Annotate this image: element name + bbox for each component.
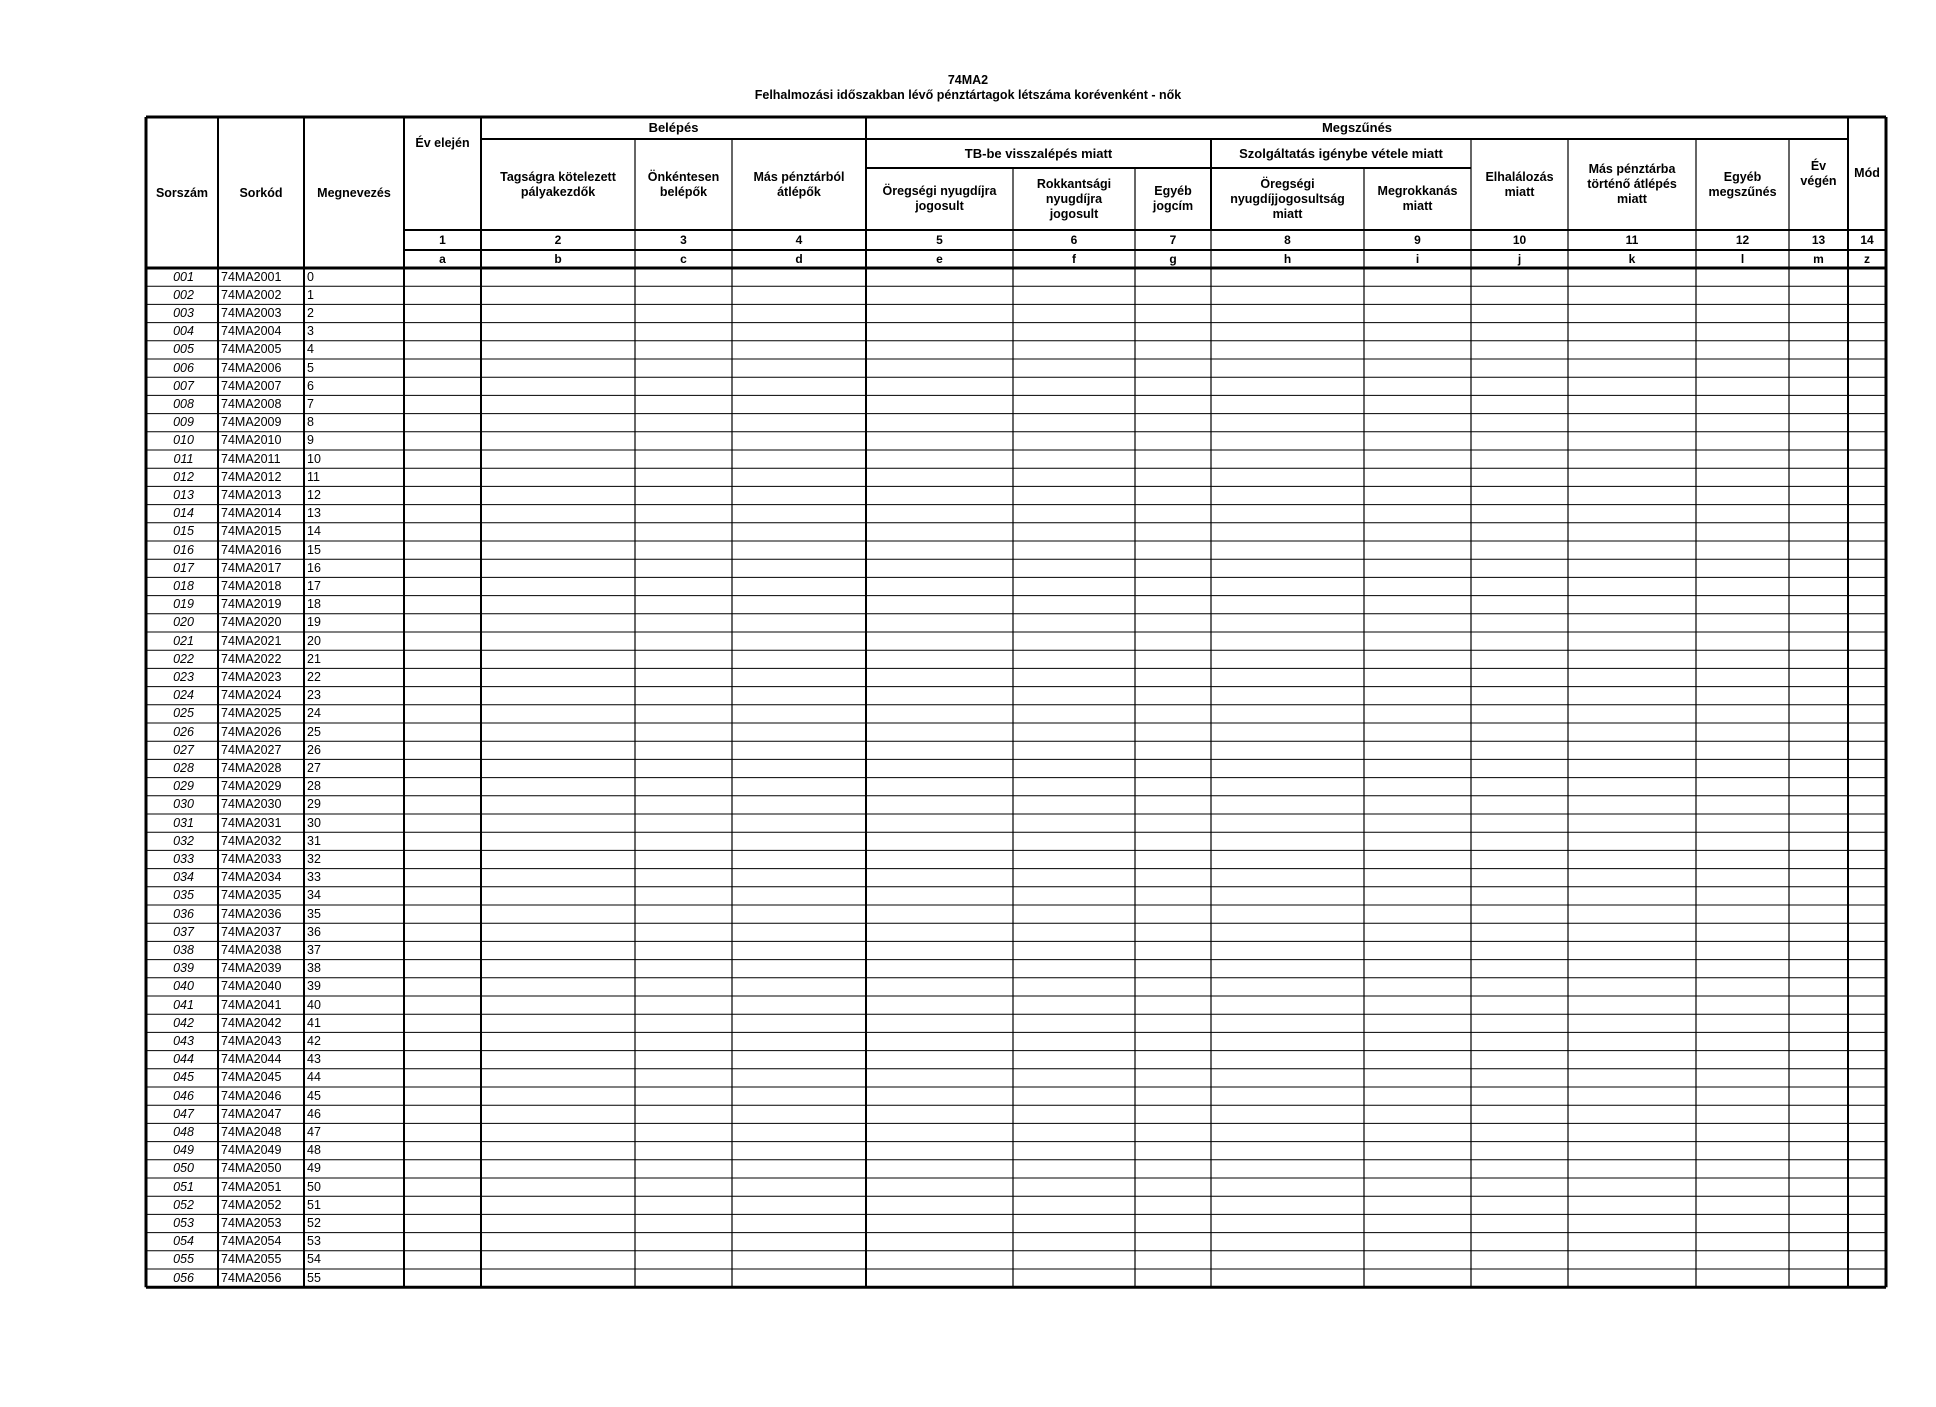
row-megnevezes: 53	[307, 1234, 321, 1249]
row-sorszam: 032	[173, 833, 194, 848]
col-code-l: l	[1740, 251, 1745, 266]
row-megnevezes: 21	[307, 651, 321, 666]
row-megnevezes: 35	[307, 906, 321, 921]
header-col-13: Év végén	[1800, 158, 1837, 188]
row-sorkod: 74MA2045	[221, 1070, 282, 1085]
row-sorkod: 74MA2051	[221, 1179, 282, 1194]
row-sorszam: 034	[173, 870, 194, 885]
row-sorszam: 018	[173, 578, 194, 593]
header-sorkod: Sorkód	[239, 186, 283, 200]
row-sorkod: 74MA2050	[221, 1161, 282, 1176]
row-sorszam: 041	[173, 997, 194, 1012]
row-sorkod: 74MA2054	[221, 1234, 282, 1249]
row-megnevezes: 33	[307, 870, 321, 885]
row-megnevezes: 28	[307, 779, 321, 794]
row-megnevezes: 36	[307, 924, 321, 939]
col-number-5: 5	[936, 232, 943, 247]
row-sorkod: 74MA2037	[221, 924, 282, 939]
row-megnevezes: 43	[307, 1052, 321, 1067]
col-number-8: 8	[1284, 232, 1291, 247]
row-sorszam: 006	[173, 360, 194, 375]
row-sorszam: 025	[173, 706, 194, 721]
row-megnevezes: 30	[307, 815, 321, 830]
row-sorszam: 002	[173, 287, 194, 302]
row-sorszam: 052	[173, 1197, 194, 1212]
row-sorkod: 74MA2027	[221, 742, 282, 757]
row-megnevezes: 10	[307, 451, 321, 466]
header-col-2: Tagságra kötelezett pályakezdők	[500, 169, 616, 199]
row-megnevezes: 29	[307, 797, 321, 812]
header-ev-elejen: Év elején	[415, 136, 470, 150]
row-sorkod: 74MA2017	[221, 560, 282, 575]
row-sorszam: 017	[173, 560, 194, 575]
row-sorkod: 74MA2003	[221, 305, 282, 320]
header-col-4: Más pénztárból átlépők	[753, 169, 845, 199]
row-sorszam: 011	[173, 451, 194, 466]
row-sorszam: 020	[173, 615, 194, 630]
row-sorszam: 043	[173, 1033, 194, 1048]
row-megnevezes: 19	[307, 615, 321, 630]
form-subtitle: Felhalmozási időszakban lévő pénztártagok létszáma korévenként - nők	[754, 88, 1182, 102]
row-megnevezes: 34	[307, 888, 321, 903]
row-megnevezes: 55	[307, 1270, 321, 1285]
row-sorkod: 74MA2020	[221, 615, 282, 630]
row-sorszam: 003	[173, 305, 194, 320]
header-belepes: Belépés	[648, 120, 699, 136]
header-col-5: Öregségi nyugdíjra jogosult	[882, 184, 997, 213]
row-megnevezes: 24	[307, 706, 321, 721]
row-sorkod: 74MA2030	[221, 797, 282, 812]
row-sorszam: 035	[173, 888, 194, 903]
row-sorszam: 051	[173, 1179, 194, 1194]
row-sorkod: 74MA2036	[221, 906, 282, 921]
col-number-13: 13	[1811, 232, 1826, 247]
row-sorszam: 014	[173, 506, 194, 521]
row-sorszam: 050	[173, 1161, 194, 1176]
row-sorszam: 045	[173, 1070, 194, 1085]
row-megnevezes: 4	[307, 342, 314, 357]
row-sorkod: 74MA2001	[221, 269, 282, 284]
row-sorszam: 019	[173, 597, 194, 612]
row-sorkod: 74MA2014	[221, 506, 282, 521]
row-sorszam: 054	[173, 1234, 194, 1249]
col-number-6: 6	[1070, 232, 1078, 247]
row-sorszam: 031	[173, 815, 194, 830]
row-sorszam: 016	[173, 542, 194, 557]
header-col-11: Más pénztárba történő átlépés miatt	[1587, 162, 1677, 206]
row-sorkod: 74MA2043	[221, 1033, 282, 1048]
row-megnevezes: 32	[307, 851, 321, 866]
col-number-2: 2	[554, 232, 562, 247]
row-sorkod: 74MA2047	[221, 1106, 282, 1121]
row-sorszam: 004	[173, 324, 194, 339]
header-szolgaltatas: Szolgáltatás igénybe vétele miatt	[1239, 145, 1443, 161]
row-megnevezes: 12	[307, 487, 321, 502]
col-number-3: 3	[680, 232, 687, 247]
row-sorszam: 027	[173, 742, 194, 757]
row-sorkod: 74MA2007	[221, 378, 282, 393]
row-megnevezes: 13	[307, 506, 321, 521]
row-sorkod: 74MA2019	[221, 597, 282, 612]
row-sorszam: 056	[173, 1270, 194, 1285]
col-code-e: e	[936, 251, 943, 266]
row-sorszam: 044	[173, 1052, 194, 1067]
row-sorkod: 74MA2042	[221, 1015, 282, 1030]
row-megnevezes: 7	[307, 396, 314, 411]
header-col-3: Önkéntesen belépők	[647, 169, 720, 199]
row-sorkod: 74MA2022	[221, 651, 282, 666]
row-megnevezes: 20	[307, 633, 321, 648]
row-megnevezes: 46	[307, 1106, 321, 1121]
row-sorszam: 015	[173, 524, 194, 539]
row-sorkod: 74MA2053	[221, 1215, 282, 1230]
row-sorkod: 74MA2034	[221, 870, 282, 885]
row-megnevezes: 2	[307, 305, 314, 320]
row-sorszam: 026	[173, 724, 194, 739]
row-sorszam: 029	[173, 779, 194, 794]
row-sorkod: 74MA2013	[221, 487, 282, 502]
row-sorszam: 038	[173, 942, 194, 957]
row-sorkod: 74MA2023	[221, 669, 282, 684]
row-megnevezes: 42	[307, 1033, 321, 1048]
row-megnevezes: 6	[307, 378, 314, 393]
col-number-7: 7	[1169, 232, 1177, 247]
row-sorszam: 013	[173, 487, 194, 502]
row-sorkod: 74MA2008	[221, 396, 282, 411]
header-col-8: Öregségi nyugdíjjogosultság miatt	[1230, 176, 1345, 221]
row-sorszam: 009	[173, 415, 194, 430]
col-number-10: 10	[1512, 232, 1527, 247]
row-sorszam: 028	[173, 760, 194, 775]
row-megnevezes: 16	[307, 560, 321, 575]
row-sorkod: 74MA2039	[221, 961, 282, 976]
row-megnevezes: 23	[307, 688, 321, 703]
row-sorszam: 042	[173, 1015, 194, 1030]
row-sorkod: 74MA2035	[221, 888, 282, 903]
header-col-12: Egyéb megszűnés	[1708, 169, 1777, 199]
row-sorkod: 74MA2033	[221, 851, 282, 866]
row-sorszam: 030	[173, 797, 194, 812]
row-megnevezes: 37	[307, 942, 321, 957]
col-code-d: d	[795, 251, 803, 266]
col-code-j: j	[1517, 251, 1522, 266]
row-sorkod: 74MA2009	[221, 415, 282, 430]
row-megnevezes: 39	[307, 979, 321, 994]
row-sorkod: 74MA2002	[221, 287, 282, 302]
row-megnevezes: 52	[307, 1215, 321, 1230]
row-sorszam: 022	[173, 651, 194, 666]
row-megnevezes: 50	[307, 1179, 321, 1194]
col-code-b: b	[554, 251, 562, 266]
row-sorszam: 021	[173, 633, 194, 648]
row-megnevezes: 0	[307, 269, 314, 284]
row-sorszam: 040	[173, 979, 194, 994]
row-sorszam: 049	[173, 1143, 194, 1158]
row-sorkod: 74MA2025	[221, 706, 282, 721]
row-megnevezes: 9	[307, 433, 314, 448]
col-number-12: 12	[1735, 232, 1750, 247]
row-megnevezes: 11	[307, 469, 320, 484]
form-code: 74MA2	[947, 73, 989, 87]
row-megnevezes: 31	[307, 833, 321, 848]
row-sorkod: 74MA2044	[221, 1052, 282, 1067]
row-sorkod: 74MA2006	[221, 360, 282, 375]
row-megnevezes: 44	[307, 1070, 321, 1085]
col-number-1: 1	[439, 232, 446, 247]
header-megszunes: Megszűnés	[1321, 120, 1393, 136]
header-tb-vissza: TB-be visszalépés miatt	[964, 145, 1113, 161]
col-number-14: 14	[1860, 232, 1874, 247]
col-code-z: z	[1864, 251, 1870, 266]
row-sorszam: 007	[173, 378, 194, 393]
col-code-i: i	[1415, 251, 1420, 266]
row-megnevezes: 47	[307, 1124, 321, 1139]
row-megnevezes: 45	[307, 1088, 321, 1103]
row-megnevezes: 8	[307, 415, 314, 430]
row-megnevezes: 18	[307, 597, 321, 612]
col-code-m: m	[1813, 251, 1824, 266]
header-col-10: Elhalálozás miatt	[1485, 169, 1554, 199]
row-megnevezes: 25	[307, 724, 321, 739]
row-sorszam: 055	[173, 1252, 194, 1267]
row-megnevezes: 17	[307, 578, 321, 593]
row-sorkod: 74MA2041	[221, 997, 282, 1012]
row-sorkod: 74MA2026	[221, 724, 282, 739]
row-sorszam: 047	[173, 1106, 194, 1121]
row-sorkod: 74MA2028	[221, 760, 282, 775]
row-sorszam: 001	[173, 269, 194, 284]
row-sorkod: 74MA2004	[221, 324, 282, 339]
row-sorkod: 74MA2012	[221, 469, 282, 484]
row-megnevezes: 41	[307, 1015, 321, 1030]
row-sorkod: 74MA2056	[221, 1270, 282, 1285]
row-sorszam: 008	[173, 396, 194, 411]
col-code-f: f	[1072, 251, 1076, 266]
header-col-7: Egyéb jogcím	[1152, 184, 1194, 213]
row-megnevezes: 5	[307, 360, 314, 375]
row-sorkod: 74MA2024	[221, 688, 282, 703]
row-sorkod: 74MA2055	[221, 1252, 282, 1267]
row-sorkod: 74MA2016	[221, 542, 282, 557]
row-sorkod: 74MA2038	[221, 942, 282, 957]
row-megnevezes: 38	[307, 961, 321, 976]
row-megnevezes: 15	[307, 542, 321, 557]
row-megnevezes: 48	[307, 1143, 321, 1158]
col-number-9: 9	[1414, 232, 1421, 247]
col-number-11: 11	[1625, 232, 1639, 247]
row-megnevezes: 26	[307, 742, 321, 757]
row-megnevezes: 14	[307, 524, 321, 539]
row-megnevezes: 40	[307, 997, 321, 1012]
row-sorszam: 033	[173, 851, 194, 866]
col-code-c: c	[680, 251, 687, 266]
col-number-4: 4	[795, 232, 803, 247]
row-megnevezes: 54	[307, 1252, 321, 1267]
row-sorkod: 74MA2052	[221, 1197, 282, 1212]
row-sorszam: 023	[173, 669, 194, 684]
row-megnevezes: 3	[307, 324, 314, 339]
row-sorszam: 053	[173, 1215, 194, 1230]
header-col-6: Rokkantsági nyugdíjra jogosult	[1036, 176, 1112, 221]
row-sorszam: 039	[173, 961, 194, 976]
row-megnevezes: 49	[307, 1161, 321, 1176]
header-col-9: Megrokkanás miatt	[1377, 184, 1458, 213]
col-code-a: a	[439, 251, 446, 266]
row-sorkod: 74MA2040	[221, 979, 282, 994]
row-sorkod: 74MA2049	[221, 1143, 282, 1158]
row-sorkod: 74MA2015	[221, 524, 282, 539]
row-sorkod: 74MA2011	[221, 451, 281, 466]
header-sorszam: Sorszám	[155, 186, 209, 200]
row-megnevezes: 22	[307, 669, 321, 684]
row-sorszam: 024	[173, 688, 194, 703]
row-megnevezes: 51	[307, 1197, 321, 1212]
header-col-14: Mód	[1854, 166, 1880, 180]
row-megnevezes: 1	[307, 287, 314, 302]
row-sorszam: 037	[173, 924, 194, 939]
row-sorszam: 046	[173, 1088, 194, 1103]
header-megnevezes: Megnevezés	[317, 186, 391, 200]
row-sorszam: 005	[173, 342, 194, 357]
row-sorkod: 74MA2005	[221, 342, 282, 357]
col-code-h: h	[1283, 251, 1292, 266]
row-sorkod: 74MA2018	[221, 578, 282, 593]
row-sorszam: 048	[173, 1124, 194, 1139]
row-sorkod: 74MA2048	[221, 1124, 282, 1139]
row-sorszam: 010	[173, 433, 194, 448]
row-sorszam: 036	[173, 906, 194, 921]
row-sorkod: 74MA2010	[221, 433, 282, 448]
row-sorkod: 74MA2046	[221, 1088, 282, 1103]
row-megnevezes: 27	[307, 760, 321, 775]
row-sorkod: 74MA2021	[221, 633, 282, 648]
col-code-k: k	[1628, 251, 1636, 266]
row-sorszam: 012	[173, 469, 194, 484]
col-code-g: g	[1169, 251, 1177, 266]
row-sorkod: 74MA2031	[221, 815, 282, 830]
row-sorkod: 74MA2032	[221, 833, 282, 848]
row-sorkod: 74MA2029	[221, 779, 282, 794]
